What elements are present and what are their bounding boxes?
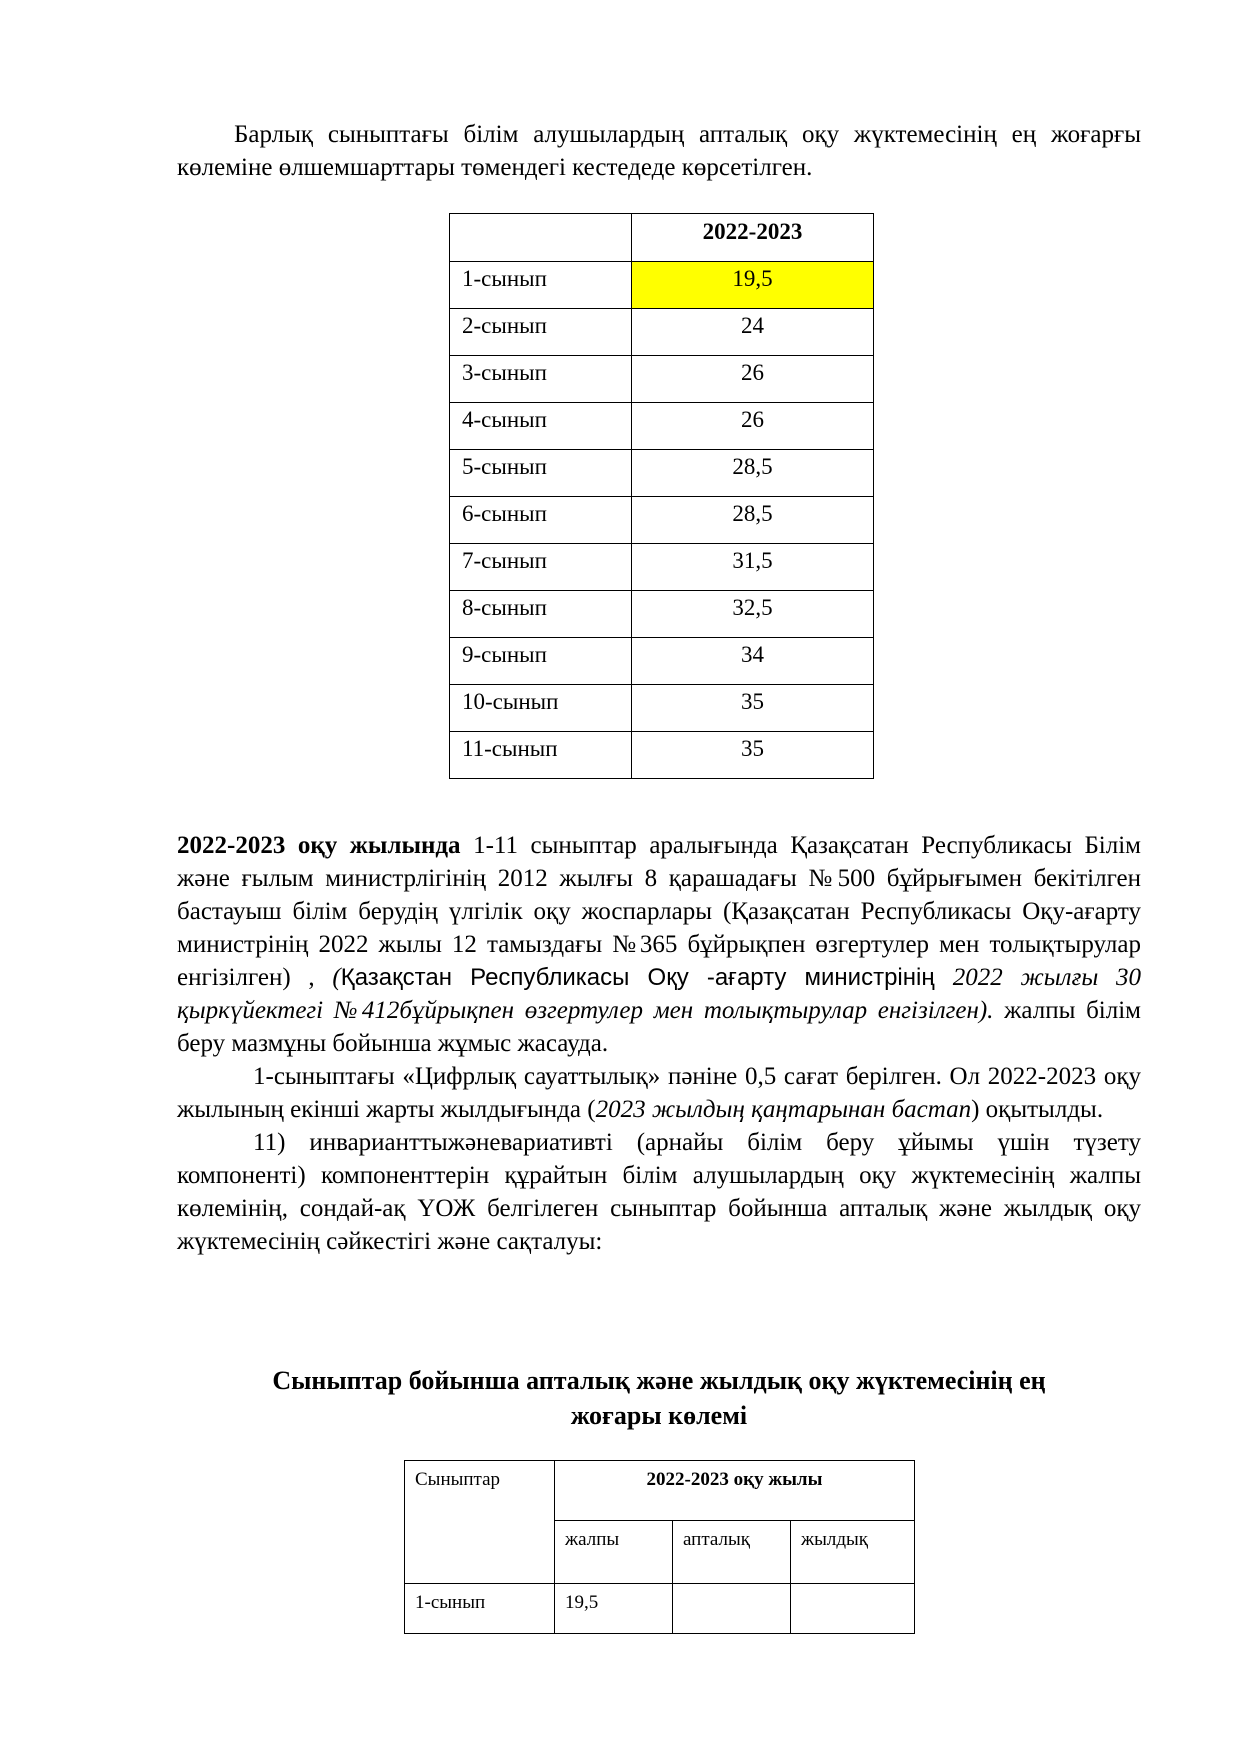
paragraph2-sans-text: Қазақстан Республикасы Оқу -ағарту министрінің <box>340 964 953 991</box>
load-by-grade-table <box>404 1460 915 1634</box>
value-cell: 35 <box>632 732 874 779</box>
value-cell: 26 <box>632 356 874 403</box>
intro-paragraph: Барлық сыныптағы білім алушылардың апталық оқу жүктемесінің ең жоғарғы көлеміне өлшемшарттары төмендегі кестедеде көрсетілген. <box>177 121 1141 181</box>
table-row <box>450 450 874 497</box>
table-header-empty <box>450 214 632 262</box>
grade-cell: 5-сынып <box>450 450 632 497</box>
grade-cell: 2-сынып <box>450 309 632 356</box>
value-cell-highlighted: 19,5 <box>632 262 874 309</box>
section-title-line1: Сыныптар бойынша апталық және жылдық оқу жүктемесінің ең <box>272 1366 1046 1395</box>
paragraph2-bold-lead: 2022-2023 оқу жылында <box>177 832 461 859</box>
grade-cell: 6-сынып <box>450 497 632 544</box>
table-row <box>450 309 874 356</box>
paragraph3-text-b: ) оқытылды. <box>971 1096 1104 1123</box>
paragraph3-text-a: 1-сыныптағы «Цифрлық сауаттылық» пәніне 0,5 сағат берілген. Ол 2022-2023 оқу жылының екінші жарты жылдығында ( <box>177 1063 1141 1123</box>
table-row <box>450 732 874 779</box>
value-cell: 32,5 <box>632 591 874 638</box>
value-cell: 26 <box>632 403 874 450</box>
table-row <box>450 403 874 450</box>
subheader-weekly: апталық <box>673 1521 791 1584</box>
section-title-line2: жоғары көлемі <box>570 1401 748 1430</box>
subheader-yearly: жылдық <box>791 1521 915 1584</box>
table-row <box>450 262 874 309</box>
grade-cell: 1-сынып <box>450 262 632 309</box>
section-title <box>177 1363 1141 1433</box>
body-text-block <box>177 829 1141 1258</box>
table-group-header-year: 2022-2023 оқу жылы <box>555 1461 915 1521</box>
paragraph2-text-a: 1-11 сыныптар аралығында Қазақсатан Республикасы Білім және ғылым министрлігінің 2012 жылғы 8 қарашадағы №500 бұйрығымен бекітілген бастауыш білім берудің үлгілік оқу жоспарлары (Қазақсатан Республикасы Оқу-ағарту министрінің 2022 жылы 12 тамыздағы №365 бұйрықпен өзгертулер мен толықтырулар енгізілген) , <box>177 832 1141 991</box>
table-col-header-grades: Сыныптар <box>405 1461 555 1584</box>
paragraph3-italic-text: 2023 жылдың қаңтарынан бастап <box>595 1096 972 1123</box>
paragraph2-italic-open: ( <box>332 964 341 991</box>
value-cell: 35 <box>632 685 874 732</box>
grade-cell: 7-сынып <box>450 544 632 591</box>
weekly-cell <box>673 1584 791 1634</box>
grade-cell: 1-сынып <box>405 1584 555 1634</box>
grade-cell: 3-сынып <box>450 356 632 403</box>
weekly-load-table <box>449 213 874 779</box>
value-cell: 28,5 <box>632 497 874 544</box>
table-row <box>450 544 874 591</box>
value-cell: 31,5 <box>632 544 874 591</box>
value-cell: 28,5 <box>632 450 874 497</box>
table-header-year: 2022-2023 <box>632 214 874 262</box>
grade-cell: 4-сынып <box>450 403 632 450</box>
grade-cell: 10-сынып <box>450 685 632 732</box>
table-header-row <box>405 1461 915 1521</box>
paragraph2-text-b: жалпы білім беру мазмұны бойынша жұмыс жасауда. <box>177 997 1141 1057</box>
subheader-total: жалпы <box>555 1521 673 1584</box>
yearly-cell <box>791 1584 915 1634</box>
grade-cell: 8-сынып <box>450 591 632 638</box>
paragraph2-italic-text: 2022 жылғы 30 қыркүйектегі №412бұйрықпен өзгертулер мен толықтырулар енгізілген). <box>177 964 1141 1024</box>
table-row <box>450 685 874 732</box>
table-header-row <box>450 214 874 262</box>
grade-cell: 11-сынып <box>450 732 632 779</box>
table-row <box>450 356 874 403</box>
table-row <box>450 497 874 544</box>
table-row <box>405 1584 915 1634</box>
table-row <box>450 638 874 685</box>
grade-cell: 9-сынып <box>450 638 632 685</box>
paragraph4: 11) инварианттыжәневариативті (арнайы білім беру ұйымы үшін түзету компоненті) компоненттерін құрайтын білім алушылардың оқу жүктемесінің жалпы көлемінің, сондай-ақ ҮОЖ белгілеген сыныптар бойынша апталық және жылдық оқу жүктемесінің сәйкестігі және сақталуы: <box>177 1129 1141 1255</box>
value-cell: 24 <box>632 309 874 356</box>
value-cell: 34 <box>632 638 874 685</box>
table-row <box>450 591 874 638</box>
total-cell: 19,5 <box>555 1584 673 1634</box>
